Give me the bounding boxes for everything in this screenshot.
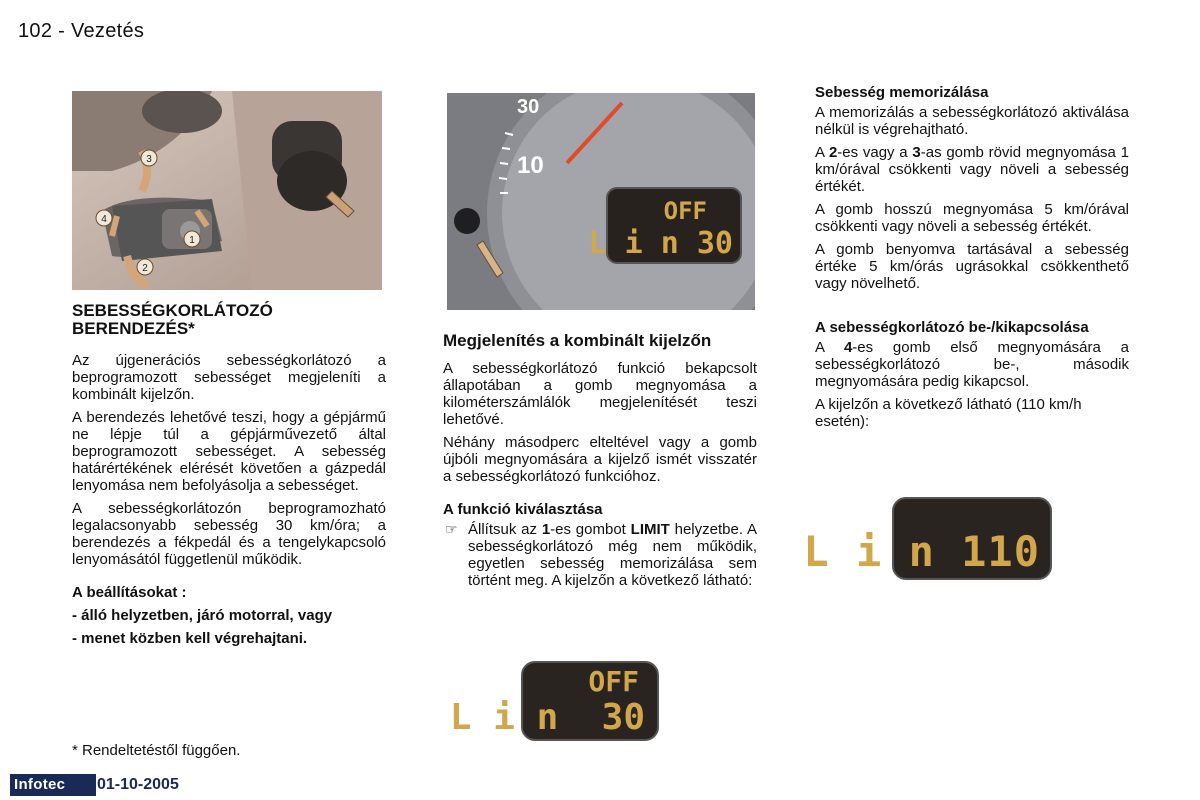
cluster-speed-30: 30 — [517, 96, 540, 118]
callout-3: 3 — [146, 154, 152, 165]
function-select-title: A funkció kiválasztása — [443, 501, 603, 518]
cluster-lcd-lim: L i n 30 — [588, 226, 733, 261]
lcd-display-110 — [803, 497, 1052, 580]
column-3 — [815, 84, 1129, 436]
settings-line-2: - menet közben kell végrehajtani. — [72, 630, 308, 647]
cluster-lcd-off: OFF — [663, 197, 707, 225]
footer-date: 01-10-2005 — [97, 776, 179, 793]
col3-paragraph-3: A gomb hosszú megnyomása 5 km/órával csökkenti vagy növeli a sebesség értékét. — [815, 201, 1129, 235]
settings-line-1: - álló helyzetben, járó motorral, vagy — [72, 607, 333, 624]
instrument-cluster-illustration — [447, 93, 755, 310]
callout-1: 1 — [189, 235, 195, 246]
col3-paragraph-1: A memorizálás a sebességkorlátozó aktiválása nélkül is végrehajtható. — [815, 104, 1129, 138]
lcd-lim-110-line: L i n 110 — [803, 527, 1040, 576]
footnote: * Rendeltetéstől függően. — [72, 742, 241, 759]
column-2 — [443, 332, 757, 589]
col2-paragraph-1: A sebességkorlátozó funkció bekapcsolt állapotában a gomb megnyomása a kilométerszámlálók megjelenítését teszi lehetővé. — [443, 360, 757, 428]
col1-paragraph-2: A berendezés lehetővé teszi, hogy a gépjármű ne lépje túl a gépjárművezető által beprogramozott sebességet. A sebesség határértékének elérését követően a gázpedál lenyomása nem befolyásolja a sebességet. — [72, 409, 386, 494]
speed-limiter-stalk-illustration — [72, 91, 382, 290]
cluster-speed-10: 10 — [517, 152, 544, 179]
display-title: Megjelenítés a kombinált kijelzőn — [443, 331, 712, 350]
col1-paragraph-1: Az újgenerációs sebességkorlátozó a beprogramozott sebességet megjeleníti a kombinált kijelzőn. — [72, 352, 386, 403]
infotec-logo: Infotec — [10, 774, 96, 796]
pointing-hand-icon: ☞ — [445, 521, 458, 537]
lcd-display-off-30 — [449, 661, 659, 741]
col2-paragraph-2: Néhány másodperc elteltével vagy a gomb újbóli megnyomására a kijelző ismét visszatér a sebességkorlátozó funkcióhoz. — [443, 434, 757, 485]
col3-paragraph-2: A 2-es vagy a 3-as gomb rövid megnyomása 1 km/órával csökkenti vagy növeli a sebesség értékét. — [815, 144, 1129, 195]
page-header: 102 - Vezetés — [18, 20, 145, 42]
col3-paragraph-4: A gomb benyomva tartásával a sebesség értéke 5 km/órás ugrásokkal csökkenthető vagy növelhető. — [815, 241, 1129, 292]
function-select-bullet: ☞ Állítsuk az 1-es gombot LIMIT helyzetbe. A sebességkorlátozó még nem működik, egyetlen sebesség memorizálása sem történt meg. A kijelzőn a következő látható: — [445, 521, 757, 589]
col1-paragraph-3: A sebességkorlátozón beprogramozható legalacsonyabb sebesség 30 km/óra; a berendezés a fékpedál és a tengelykapcsoló lenyomásától függetlenül működik. — [72, 500, 386, 568]
lcd-off-line: OFF — [588, 665, 639, 698]
settings-title: A beállításokat : — [72, 584, 187, 601]
speed-limiter-title: SEBESSÉGKORLÁTOZÓ BERENDEZÉS* — [72, 301, 273, 338]
col3-paragraph-5: A 4-es gomb első megnyomására a sebességkorlátozó be-, második megnyomására pedig kikapcsol. — [815, 339, 1129, 390]
callout-4: 4 — [101, 214, 107, 225]
callout-2: 2 — [142, 263, 148, 274]
col3-paragraph-6: A kijelzőn a következő látható (110 km/h esetén): — [815, 396, 1082, 430]
settings-block — [72, 584, 386, 647]
activation-title: A sebességkorlátozó be-/kikapcsolása — [815, 319, 1089, 336]
column-1 — [72, 302, 386, 653]
lcd-lim-30-line: L i n 30 — [449, 697, 645, 738]
memorize-title: Sebesség memorizálása — [815, 84, 989, 101]
